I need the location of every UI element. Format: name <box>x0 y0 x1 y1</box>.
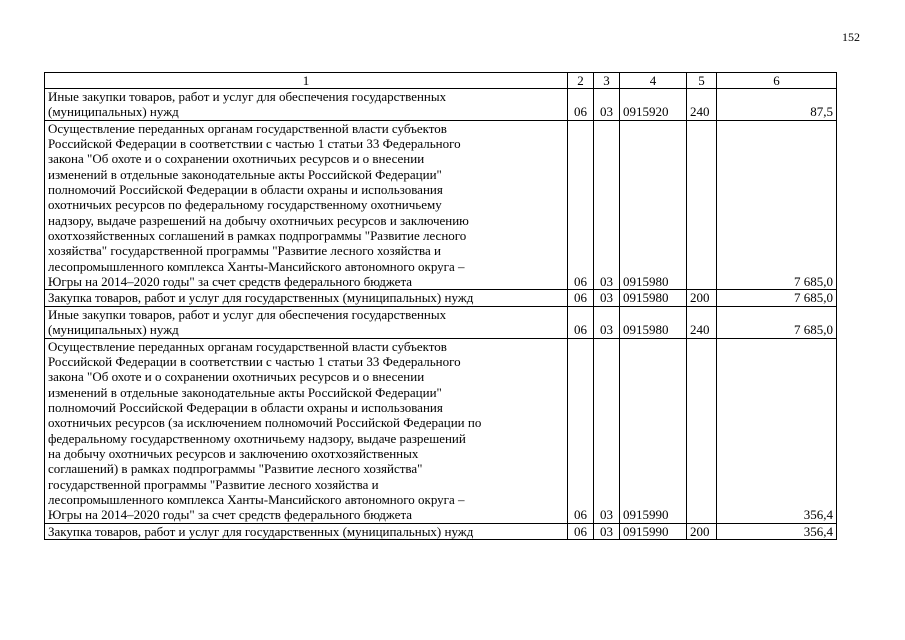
column-header-6: 6 <box>717 73 837 89</box>
row-section-code: 06 <box>568 89 594 121</box>
row-amount: 7 685,0 <box>717 290 837 306</box>
row-description: Осуществление переданных органам государственной власти субъектов Российской Федерации в соответствии с частью 1 статьи 33 Федерального закона "Об охоте и о сохранении охотничьих ресурсов и о внесении изменений в отдельные законодательные акты Российской Федерации" полномочий Российской Федерации в области охраны и использования охотничьих ресурсов (за исключением полномочий Российской Федерации по федеральному государственному охотничьему надзору, выдаче разрешений на добычу охотничьих ресурсов и заключению охотхозяйственных соглашений) в рамках подпрограммы "Развитие лесного хозяйства" государственной программы "Развитие лесного хозяйства и лесопромышленного комплекса Ханты-Мансийского автономного округа – Югры на 2014–2020 годы" за счет средств федерального бюджета <box>45 338 568 523</box>
row-section-code: 06 <box>568 290 594 306</box>
row-expense-type <box>687 338 717 523</box>
row-target-code: 0915920 <box>620 89 687 121</box>
row-description: Иные закупки товаров, работ и услуг для обеспечения государственных (муниципальных) нужд <box>45 306 568 338</box>
row-description: Осуществление переданных органам государственной власти субъектов Российской Федерации в соответствии с частью 1 статьи 33 Федерального закона "Об охоте и о сохранении охотничьих ресурсов и о внесении изменений в отдельные законодательные акты Российской Федерации" полномочий Российской Федерации в области охраны и использования охотничьих ресурсов по федеральному государственному охотничьему надзору, выдаче разрешений на добычу охотничьих ресурсов и заключению охотхозяйственных соглашений в рамках подпрограммы "Развитие лесного хозяйства" государственной программы "Развитие лесного хозяйства и лесопромышленного комплекса Ханты-Мансийского автономного округа – Югры на 2014–2020 годы" за счет средств федерального бюджета <box>45 120 568 290</box>
table-row <box>45 290 837 306</box>
row-section-code: 06 <box>568 306 594 338</box>
table-row <box>45 338 837 523</box>
row-expense-type: 240 <box>687 89 717 121</box>
row-amount: 7 685,0 <box>717 306 837 338</box>
row-section-code: 06 <box>568 120 594 290</box>
row-subsection-code: 03 <box>594 523 620 539</box>
row-target-code: 0915980 <box>620 290 687 306</box>
row-description: Закупка товаров, работ и услуг для государственных (муниципальных) нужд <box>45 523 568 539</box>
table-row <box>45 89 837 121</box>
column-header-3: 3 <box>594 73 620 89</box>
row-expense-type <box>687 120 717 290</box>
row-amount: 356,4 <box>717 338 837 523</box>
row-amount: 7 685,0 <box>717 120 837 290</box>
row-subsection-code: 03 <box>594 89 620 121</box>
column-header-5: 5 <box>687 73 717 89</box>
page-number: 152 <box>842 30 860 44</box>
table-row <box>45 120 837 290</box>
column-header-1: 1 <box>45 73 568 89</box>
row-amount: 356,4 <box>717 523 837 539</box>
row-section-code: 06 <box>568 338 594 523</box>
row-expense-type: 200 <box>687 523 717 539</box>
table-row <box>45 306 837 338</box>
row-subsection-code: 03 <box>594 120 620 290</box>
row-subsection-code: 03 <box>594 306 620 338</box>
row-target-code: 0915990 <box>620 523 687 539</box>
table-row <box>45 523 837 539</box>
row-target-code: 0915980 <box>620 120 687 290</box>
column-header-4: 4 <box>620 73 687 89</box>
row-section-code: 06 <box>568 523 594 539</box>
row-description: Закупка товаров, работ и услуг для государственных (муниципальных) нужд <box>45 290 568 306</box>
column-header-2: 2 <box>568 73 594 89</box>
budget-table <box>44 72 837 540</box>
row-expense-type: 240 <box>687 306 717 338</box>
row-subsection-code: 03 <box>594 290 620 306</box>
row-target-code: 0915980 <box>620 306 687 338</box>
row-expense-type: 200 <box>687 290 717 306</box>
row-amount: 87,5 <box>717 89 837 121</box>
row-description: Иные закупки товаров, работ и услуг для обеспечения государственных (муниципальных) нужд <box>45 89 568 121</box>
row-subsection-code: 03 <box>594 338 620 523</box>
table-header-row <box>45 73 837 89</box>
row-target-code: 0915990 <box>620 338 687 523</box>
